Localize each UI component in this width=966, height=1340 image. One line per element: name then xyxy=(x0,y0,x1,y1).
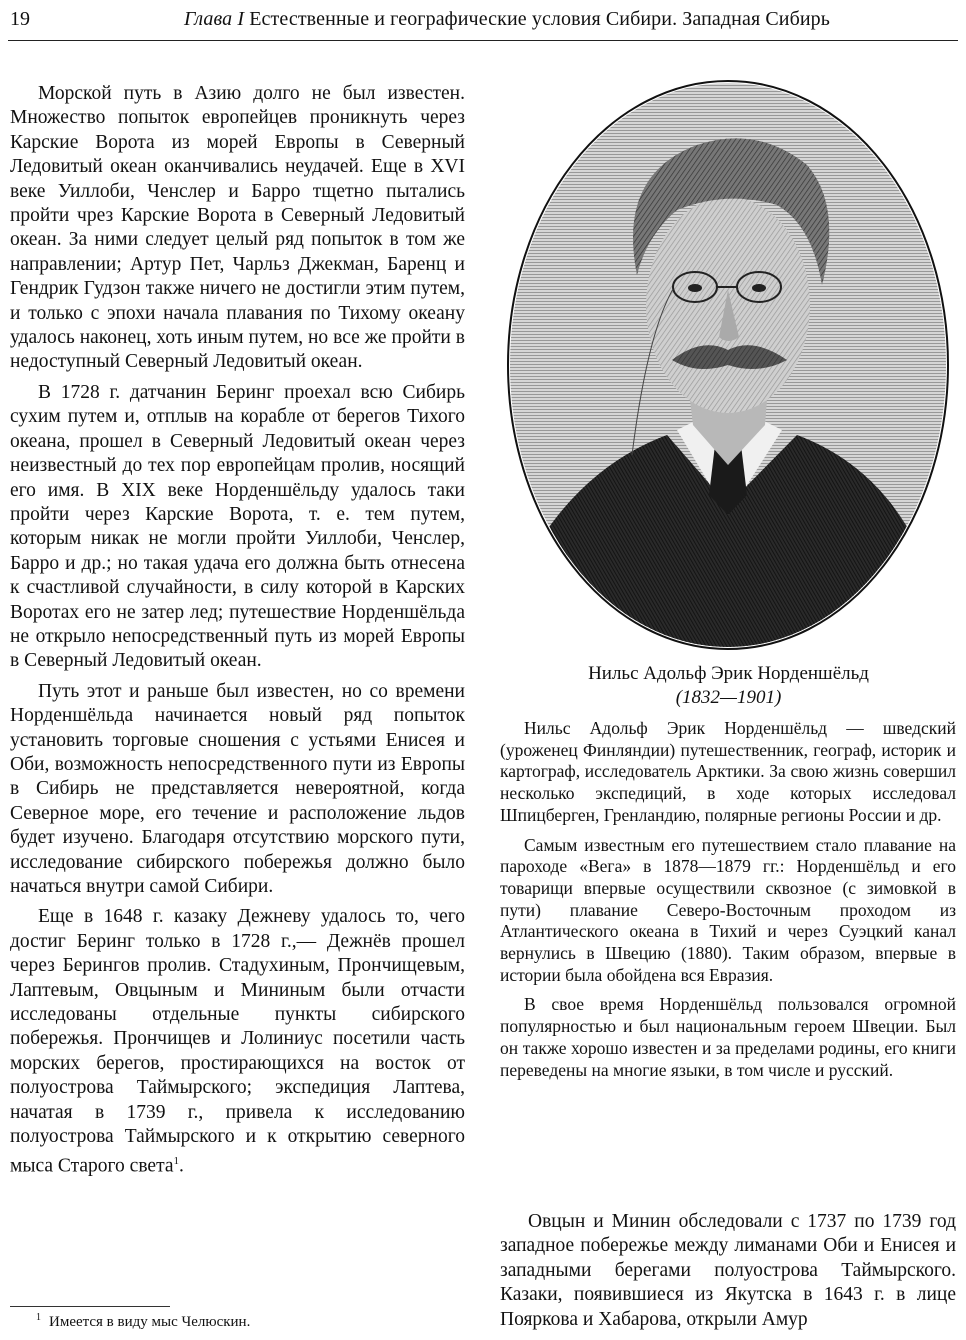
paragraph: Морской путь в Азию долго не был известен. Множество попыток европейцев проникнуть через Карские Ворота из морей Европы в Северный Ледовитый океан оканчивались неудачей. Еще в XVI веке Уиллоби, Ченслер и Барро тщетно пытались пройти чрез Карские Ворота в Северный Ледовитый океан. За ними следует целый ряд попыток в том же направлении; Артур Пет, Чарльз Джекман, Баренц и Гендрик Гудзон также ничего не достигли этим путем, и только с эпохи начала плавания по Тихому океану удалось наконец, хоть иным путем, но все же пройти в недоступный Северный Ледовитый океан. xyxy=(10,83,465,373)
footnote-number: 1 xyxy=(36,1312,41,1323)
caption-name: Нильс Адольф Эрик Норденшёльд xyxy=(588,663,869,684)
paragraph-with-footnote: Еще в 1648 г. казаку Дежневу удалось то, чего достиг Беринг только в 1728 г.,— Дежнёв прошел через Берингов пролив. Стадухиным, Прончищевым, Лаптевым, Овцыным и Мининым были отчасти исследованы отдельные пункты сибирского побережья. Прончищев и Лолиниус посетили часть морских берегов, простирающихся на восток от полуострова Таймырского; экспедиция Лаптева, начатая в 1739 г., привела к исследованию полуострова Таймырского и к открытию северного мыса Старого света$^1$. xyxy=(10,906,465,1177)
left-text-column xyxy=(10,82,465,1185)
portrait-image xyxy=(497,75,960,655)
paragraph: В 1728 г. датчанин Беринг проехал всю Сибирь сухим путем и, отплыв на корабле от берегов Тихого океана, прошел в Северный Ледовитый океан через неизвестный до тех пор европейцам пролив, носящий его имя. В XIX веке Норденшёльду удалось таки пройти через Карские Ворота, т. е. тем путем, которым никак не могли пройти Уиллоби, Ченслер, Барро и др.; но такая удача его должна быть отнесена к счастливой случайности, в силу которой в Карских Воротах его не затер лед; путешествие Норденшёльда не открыло непосредственный путь из морей Европы в Северный Ледовитый океан. xyxy=(10,381,465,672)
caption-dates: (1832—1901) xyxy=(675,687,782,708)
page-header xyxy=(8,6,958,36)
portrait-caption xyxy=(497,662,960,710)
paragraph: Путь этот и раньше был известен, но со времени Норденшёльда начинается новый ряд попыток установить торговые сношения с устьями Енисея и Оби, возможность непосредственного пути из Европы в Сибирь не представляется невероятной, когда Северное море, его течение и расположение льдов будет изучено. Благодаря отсутствию морского пути, исследование сибирского побережья должно было начаться внутри самой Сибири. xyxy=(10,680,465,897)
footnote-rule xyxy=(10,1306,170,1307)
footnote-text: Имеется в виду мыс Челюскин. xyxy=(49,1314,251,1330)
page-number: 19 xyxy=(10,8,30,30)
running-head xyxy=(184,8,830,31)
footnote xyxy=(36,1312,250,1331)
bio-paragraph: В свое время Норденшёльд пользовался огромной популярностью и был национальным героем Швеции. Был он также хорошо известен и за пределами родины, его книги переведены на многие языки, в том числе и русский. xyxy=(500,994,956,1080)
header-rule xyxy=(8,40,958,41)
paragraph-text: Еще в 1648 г. казаку Дежневу удалось то, чего достиг Беринг только в 1728 г.,— Дежнёв прошел через Берингов пролив. Стадухиным, Прончищевым, Лаптевым, Овцыным и Мининым были отчасти исследованы отдельные пункты сибирского побережья. Прончищев и Лолиниус посетили часть морских берегов, простирающихся на восток от полуострова Таймырского; экспедиция Лаптева, начатая в 1739 г., привела к исследованию полуострова Таймырского и к открытию северного мыса Старого света xyxy=(10,906,465,1177)
footnote-reference[interactable]: 1 xyxy=(173,1155,179,1168)
running-head-chapter: Глава I xyxy=(183,8,245,30)
portrait-engraving xyxy=(497,75,960,655)
paragraph: Овцын и Минин обследовали с 1737 по 1739 год западное побережье между лиманами Оби и Енисея и западными берегами полуострова Таймырского. Казаки, появившиеся из Якутска в 1643 г. в лице Пояркова и Хабарова, открыли Амур xyxy=(500,1211,956,1330)
bio-paragraph: Самым известным его путешествием стало плавание на пароходе «Вега» в 1878—1879 гг.: Норденшёльд и его товарищи впервые осуществили сквозное (с зимовкой в пути) плавание Северо-Восточным проходом из Атлантического океана в Тихий и через Суэцкий канал вернулись в Швецию (1880). Таким образом, впервые в истории была обойдена вся Евразия. xyxy=(500,834,956,985)
bio-paragraph: Нильс Адольф Эрик Норденшёльд — шведский (уроженец Финляндии) путешественник, географ, историк и картограф, исследователь Арктики. За свою жизнь совершил несколько экспедиций, в ходе которых исследовал Шпицберген, Гренландию, полярные регионы России и др. xyxy=(500,718,956,825)
right-text-column xyxy=(500,1210,956,1332)
running-head-title: Естественные и географические условия Сибири. Западная Сибирь xyxy=(249,8,830,30)
biography-sidebar xyxy=(500,718,956,1089)
